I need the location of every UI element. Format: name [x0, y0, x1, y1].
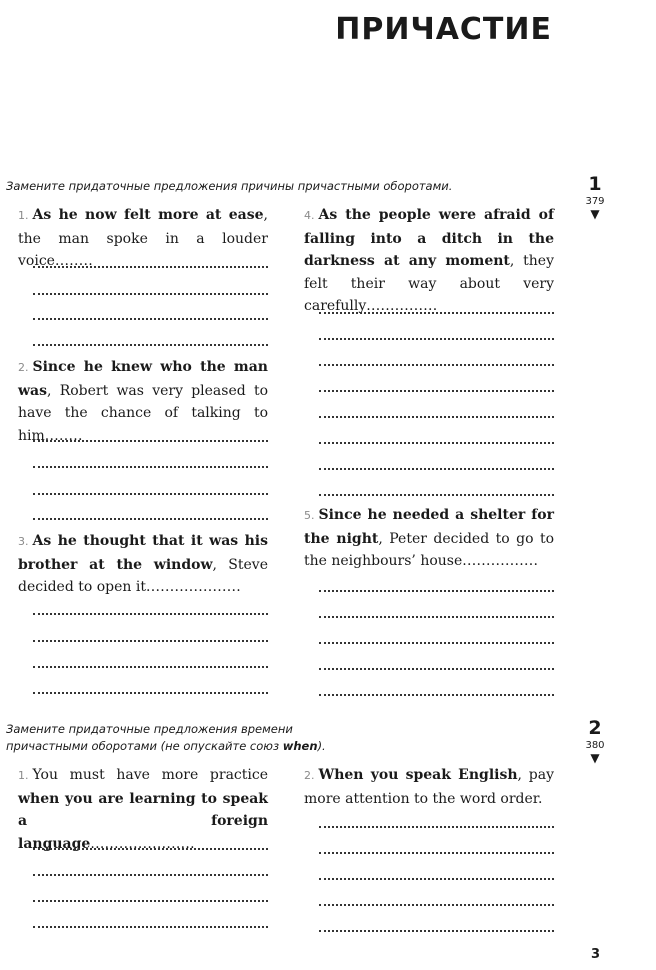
exercise-1-item-4: [304, 204, 554, 318]
answer-line[interactable]: [319, 442, 554, 444]
instruction-line-1: Замените придаточные предложения времени: [6, 722, 293, 736]
answer-line[interactable]: [33, 344, 268, 346]
item-text: , Peter decided to go to the neighbours’ house: [304, 530, 555, 569]
answer-line[interactable]: [33, 466, 268, 468]
item-text: , Robert was very pleased to have the chance of talking to him: [18, 382, 268, 444]
exercise-1-marker: [578, 174, 612, 220]
item-number: 2.: [304, 769, 315, 782]
instruction-text: причастными оборотами (не опускайте союз: [6, 739, 283, 753]
answer-line[interactable]: [33, 666, 268, 668]
item-bold-clause: when you are learning to speak a foreign language: [18, 790, 268, 852]
answer-dots: ........: [44, 427, 83, 444]
exercise-2-instruction: [6, 721, 326, 755]
down-arrow-icon: ▼: [590, 207, 600, 221]
item-bold-clause: When you speak English: [318, 767, 518, 783]
page-title: ПРИЧАСТИЕ: [335, 12, 552, 47]
answer-line[interactable]: [319, 590, 554, 592]
item-text: , Steve decided to open it: [18, 556, 268, 595]
answer-dots: ...............: [366, 298, 438, 314]
exercise-1-item-5: [304, 504, 554, 573]
item-bold-clause: As the people were afraid of falling into a ditch in the darkness at any moment: [304, 207, 554, 269]
exercise-1-item-1: [18, 204, 268, 273]
exercise-1-number: 1: [588, 173, 602, 195]
answer-line[interactable]: [319, 930, 554, 932]
item-bold-clause: As he thought that it was his brother at the window: [18, 533, 268, 573]
exercise-2-marker: [578, 718, 612, 764]
item-bold-clause: Since he knew who the man was: [18, 359, 268, 399]
answer-line[interactable]: [33, 293, 268, 295]
answer-line[interactable]: [33, 493, 268, 495]
answer-line[interactable]: [319, 694, 554, 696]
item-number: 2.: [18, 361, 29, 374]
answer-line[interactable]: [33, 518, 268, 520]
instruction-line-2: [6, 738, 326, 755]
answer-line[interactable]: [319, 416, 554, 418]
answer-line[interactable]: [33, 440, 268, 442]
answer-line[interactable]: [319, 616, 554, 618]
answer-dots: ....................: [145, 579, 241, 595]
exercise-2-number: 2: [588, 717, 602, 739]
instruction-keyword: when: [282, 739, 318, 753]
exercise-2-item-2: [304, 764, 554, 810]
answer-line[interactable]: [33, 926, 268, 928]
answer-line[interactable]: [33, 613, 268, 615]
exercise-1-item-2: [18, 356, 268, 447]
answer-line[interactable]: [319, 826, 554, 828]
item-number: 4.: [304, 209, 315, 222]
answer-line[interactable]: [33, 266, 268, 268]
answer-line[interactable]: [33, 640, 268, 642]
exercise-1-instruction: Замените придаточные предложения причины причастными оборотами.: [6, 179, 453, 193]
page-number: 3: [590, 947, 600, 962]
answer-line[interactable]: [319, 390, 554, 392]
exercise-1-item-3: [18, 530, 268, 599]
item-text: , pay more attention to the word order.: [304, 767, 554, 807]
item-text: , the man spoke in a louder voice: [18, 207, 268, 269]
item-number: 1.: [18, 209, 29, 222]
answer-line[interactable]: [33, 318, 268, 320]
instruction-text: ).: [317, 739, 326, 753]
item-number: 1.: [18, 769, 29, 782]
item-number: 3.: [18, 535, 29, 548]
answer-dots: ........: [54, 253, 93, 269]
answer-line[interactable]: [319, 494, 554, 496]
answer-line[interactable]: [319, 852, 554, 854]
item-bold-clause: As he now felt more at ease: [32, 207, 264, 223]
answer-line[interactable]: [33, 692, 268, 694]
answer-line[interactable]: [319, 642, 554, 644]
answer-line[interactable]: [319, 904, 554, 906]
answer-dots: ......................: [90, 835, 195, 852]
answer-line[interactable]: [319, 312, 554, 314]
answer-dots: ................: [462, 553, 539, 569]
item-text: , they felt their way about very carefully: [304, 253, 554, 314]
answer-line[interactable]: [33, 874, 268, 876]
item-number: 5.: [304, 509, 315, 522]
exercise-2-item-1: [18, 764, 268, 855]
answer-line[interactable]: [319, 338, 554, 340]
answer-line[interactable]: [319, 364, 554, 366]
exercise-1-reference: 379: [585, 196, 605, 207]
down-arrow-icon: ▼: [590, 751, 600, 765]
answer-line[interactable]: [319, 468, 554, 470]
answer-line[interactable]: [319, 878, 554, 880]
item-bold-clause: Since he needed a shelter for the night: [304, 507, 554, 547]
item-text: You must have more practice: [32, 767, 268, 783]
answer-line[interactable]: [319, 668, 554, 670]
exercise-2-reference: 380: [585, 740, 605, 751]
answer-line[interactable]: [33, 848, 268, 850]
answer-line[interactable]: [33, 900, 268, 902]
